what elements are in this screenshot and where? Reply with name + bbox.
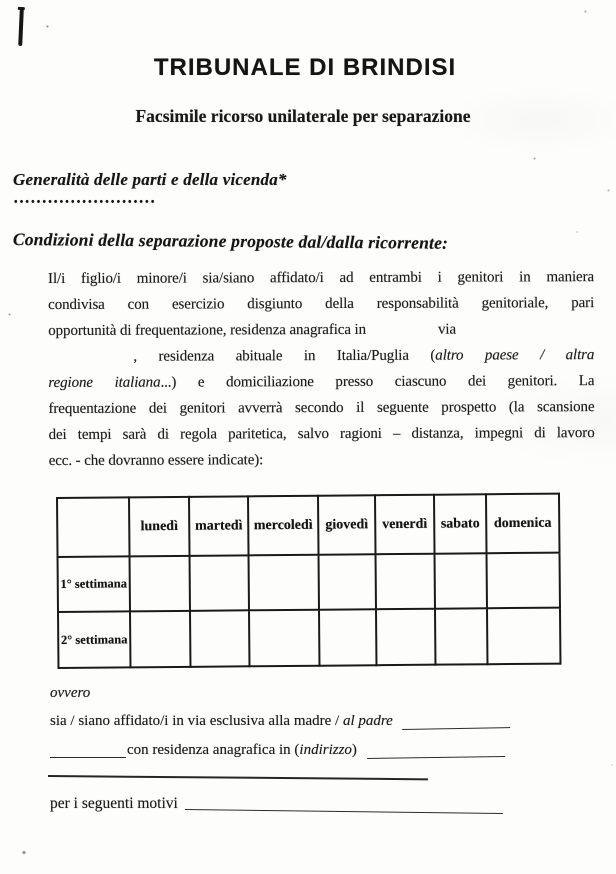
paragraph-text: via — [437, 321, 457, 338]
schedule-cell — [487, 553, 560, 609]
paragraph-line-4 — [48, 342, 594, 370]
paragraph-text: ...) e domiciliazione presso ciascuno dei genitori. La — [160, 373, 595, 391]
paragraph-text: opportunità di frequentazione, residenza anagrafica in — [48, 321, 367, 339]
day-header-thursday: giovedì — [318, 495, 376, 554]
residence-text: ) — [351, 742, 361, 758]
custody-paragraph — [48, 264, 595, 474]
schedule-cell — [130, 611, 190, 668]
table-corner-empty — [57, 497, 130, 557]
week-row-label-2: 2° settimana — [58, 611, 130, 668]
day-header-sunday: domenica — [486, 494, 560, 554]
visitation-schedule-table — [56, 493, 561, 669]
paragraph-text — [133, 342, 594, 370]
paragraph-line-7: dei tempi sarà di regola paritetica, salvo ragioni – distanza, impegni di lavoro — [48, 425, 595, 443]
schedule-cell — [319, 554, 376, 609]
schedule-cell — [376, 609, 435, 666]
fill-in-blank-line — [48, 775, 428, 780]
scan-artifact-mark — [18, 9, 24, 46]
schedule-cell — [435, 553, 487, 608]
residence-text: con residenza anagrafica in ( — [127, 742, 300, 758]
italic-text: altro paese / altra — [435, 347, 595, 364]
paragraph-line-6: frequentazione dei genitori avverrà secondo il seguente prospetto (la scansione — [48, 399, 595, 417]
fill-in-blank — [402, 709, 510, 730]
schedule-cell — [487, 608, 560, 665]
document-subtitle: Facsimile ricorso unilaterale per separazione — [135, 106, 471, 126]
fill-in-blank — [367, 738, 505, 759]
schedule-cell — [249, 555, 319, 611]
schedule-cell — [190, 555, 249, 611]
dotted-placeholder-line: ••••••••••••••••••••••••• — [14, 197, 157, 208]
motivi-label: per i seguenti motivi — [50, 795, 178, 812]
exclusive-custody-line — [50, 710, 510, 730]
schedule-cell — [130, 556, 190, 612]
section-heading-condizioni: Condizioni della separazione proposte dal/dalla ricorrente: — [12, 229, 449, 253]
paragraph-line-5 — [48, 368, 594, 396]
document-title: TRIBUNALE DI BRINDISI — [153, 54, 457, 81]
paragraph-text: , residenza abituale in Italia/Puglia ( — [133, 347, 436, 365]
paragraph-line-8: ecc. - che dovranno essere indicate): — [48, 452, 264, 469]
fill-in-blank — [50, 739, 126, 758]
week-row-label-1: 1° settimana — [58, 556, 130, 612]
ovvero-label: ovvero — [50, 685, 91, 701]
schedule-cell — [319, 609, 376, 665]
custody-text: sia / siano affidato/i in via esclusiva alla madre / — [50, 713, 343, 729]
schedule-cell — [190, 610, 249, 667]
day-header-tuesday: martedì — [189, 496, 249, 556]
italic-text: indirizzo — [299, 742, 352, 758]
section-heading-generalita: Generalità delle parti e della vicenda* — [13, 170, 287, 189]
fill-in-blank — [185, 791, 503, 814]
paragraph-line-3 — [48, 316, 594, 344]
schedule-cell — [249, 610, 319, 667]
day-header-monday: lunedì — [129, 497, 190, 557]
paragraph-line-1: Il/i figlio/i minore/i sia/siano affidato/i ad entrambi i genitori in maniera — [48, 269, 595, 287]
italic-text: al padre — [342, 713, 393, 729]
day-header-saturday: sabato — [434, 494, 487, 553]
schedule-cell — [435, 608, 487, 664]
schedule-cell — [376, 554, 435, 610]
italic-text: regione italiana — [48, 374, 161, 391]
day-header-wednesday: mercoledì — [248, 496, 319, 556]
paragraph-line-2: condivisa con esercizio disgiunto della responsabilità genitoriale, pari — [48, 295, 595, 313]
residence-line — [50, 739, 505, 759]
day-header-friday: venerdì — [375, 495, 435, 555]
motivi-line — [50, 793, 503, 813]
